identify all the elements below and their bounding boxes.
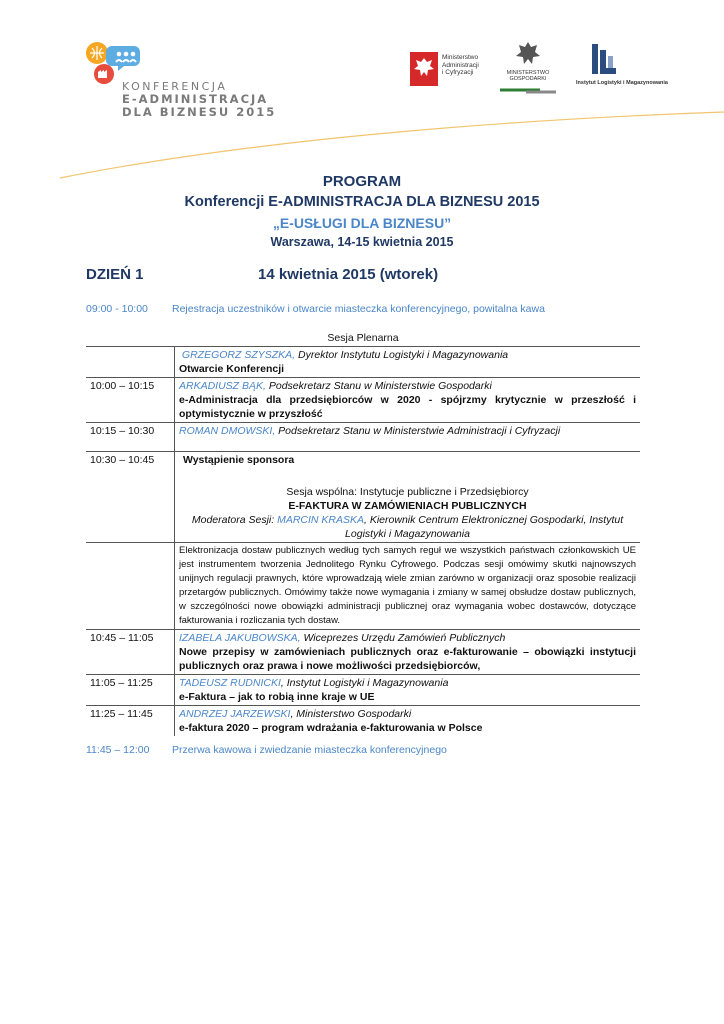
slot-content [175,675,641,706]
slot-content [175,378,641,423]
speaker-role: Wiceprezes Urzędu Zamówień Publicznych [300,632,506,644]
talk-topic: e-faktura 2020 – program wdrażania e-fakturowania w Polsce [179,722,483,734]
speaker-role: Podsekretarz Stanu w Ministerstwie Gospodarki [265,380,492,392]
moderator-name: MARCIN KRASKA [277,514,365,526]
registration-text: Rejestracja uczestników i otwarcie miasteczka konferencyjnego, powitalna kawa [172,303,545,315]
slot-content [175,706,641,737]
joint-session-label: Sesja wspólna: Instytucje publiczne i Przedsiębiorcy [286,486,529,498]
mg-line1: MINISTERSTWO [506,70,550,76]
partner-logo-mac [410,44,500,94]
mac-line1: Ministerstwo [442,54,479,61]
speaker-name: ANDRZEJ JARZEWSKI [179,708,291,720]
slot-content [175,423,641,452]
conference-subtitle: „E-USŁUGI DLA BIZNESU” [272,215,452,231]
speaker-name: GRZEGORZ SZYSZKA, [181,349,296,361]
speaker-role: , Ministerstwo Gospodarki [290,708,412,720]
moderator-prefix: Moderatora Sesji: [191,514,278,526]
conference-logo-line2: E-ADMINISTRACJA [122,92,269,106]
ilim-logo-icon [588,44,628,78]
speaker-name: ARKADIUSZ BĄK, [179,380,266,392]
table-row [86,347,640,378]
slot-content [175,630,641,675]
program-table [86,330,640,736]
talk-topic: Nowe przepisy w zamówieniach publicznych oraz e-fakturowanie – obowiązki instytucji publicznych oraz prawa i nowe możliwości przedsiębiorców, [179,646,636,672]
polish-eagle-icon [410,52,438,86]
conference-logo-line1: KONFERENCJA [122,80,228,93]
slot-time: 11:05 – 11:25 [86,675,175,706]
slot-content [175,452,641,469]
partner-logo-ilim [576,44,676,94]
conference-logo-line3: DLA BIZNESU 2015 [122,105,277,119]
registration-time: 09:00 - 10:00 [86,303,148,315]
slot-content [175,347,641,378]
table-row [86,706,640,737]
break-time: 11:45 – 12:00 [86,744,150,756]
slot-time: 11:25 – 11:45 [86,706,175,737]
slot-time: 10:45 – 11:05 [86,630,175,675]
joint-session-header [175,484,641,543]
talk-topic: Wystąpienie sponsora [183,454,295,466]
partner-logo-mg [498,38,558,88]
speaker-name: IZABELA JAKUBOWSKA, [179,632,301,644]
joint-session-description: Elektronizacja dostaw publicznych według tych samych reguł we wszystkich państwach członkowskich UE jest instrumentem tworzenia Jednolitego Rynku Cyfrowego. Podczas sesji omówimy skutki najnowszych unijnych regulacji prawnych, które wprowadzają wiele zmian zarówno w organizacji oraz sposobie realizacji przetargów publicznych. Omówimy także nowe wymagania i zmiany w samej obsłudze dostaw publicznych, w szczególności nowe obowiązki administracji publicznej oraz wymagania wobec dostawców, dotyczące fakturowania i rozliczania tych dostaw. [175,543,641,630]
session-moderator [179,513,636,541]
table-row [86,423,640,452]
slot-time: 10:00 – 10:15 [86,378,175,423]
slot-time [86,347,175,378]
talk-topic: Otwarcie Konferencji [179,363,285,375]
speaker-role: Podsekretarz Stanu w Ministerstwie Administracji i Cyfryzacji [275,425,561,437]
plenary-header-row [86,330,640,347]
table-row [86,630,640,675]
slot-time: 10:30 – 10:45 [86,452,175,469]
moderator-role: , Kierownik Centrum Elektronicznej Gospodarki, Instytut Logistyki i Magazynowania [345,514,624,540]
program-heading: PROGRAM [322,173,402,190]
slot-time: 10:15 – 10:30 [86,423,175,452]
ministry-eagle-icon [498,38,558,94]
table-row [86,543,640,630]
table-row [86,675,640,706]
mac-line3: i Cyfryzacji [442,69,474,76]
speaker-name: TADEUSZ RUDNICKI [179,677,281,689]
speaker-role: Dyrektor Instytutu Logistyki i Magazynowania [295,349,509,361]
talk-topic: e-Administracja dla przedsiębiorców w 2020 - spójrzmy krytycznie w przeszłość i optymistycznie w przyszłość [179,394,636,420]
mg-line2: GOSPODARKI [509,76,547,82]
table-row [86,378,640,423]
day-label: DZIEŃ 1 [86,266,144,283]
table-row [86,452,640,469]
talk-topic: e-Faktura – jak to robią inne kraje w UE [179,691,375,703]
ilim-name: Instytut Logistyki i Magazynowania [576,80,668,86]
break-text: Przerwa kawowa i zwiedzanie miasteczka konferencyjnego [172,744,447,756]
spacer-row [86,468,640,484]
speaker-role: , Instytut Logistyki i Magazynowania [280,677,449,689]
speaker-name: ROMAN DMOWSKI, [179,425,276,437]
conference-place-date: Warszawa, 14-15 kwietnia 2015 [270,235,454,249]
joint-session-header-row [86,484,640,543]
joint-session-title: E-FAKTURA W ZAMÓWIENIACH PUBLICZNYCH [288,500,527,512]
conference-title: Konferencji E-ADMINISTRACJA DLA BIZNESU 2015 [184,194,540,210]
plenary-session-header: Sesja Plenarna [327,332,399,344]
mac-line2: Administracji [442,61,479,69]
day-date: 14 kwietnia 2015 (wtorek) [258,266,439,283]
